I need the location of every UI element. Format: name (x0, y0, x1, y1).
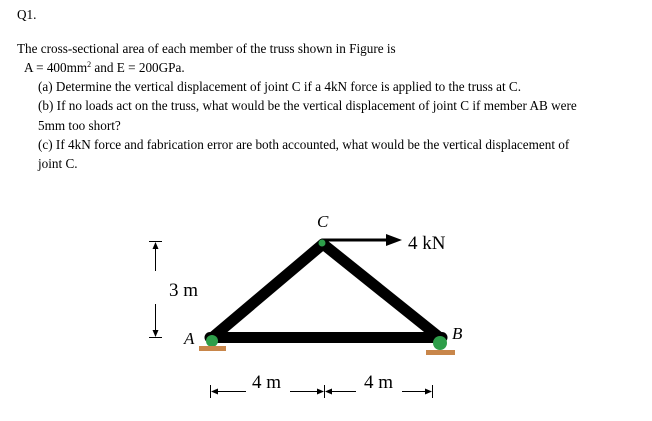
support-a-base (199, 346, 226, 351)
joint-c-label: C (317, 212, 329, 231)
load-label: 4 kN (408, 233, 446, 254)
part-c-text-line2: joint C. (38, 156, 78, 171)
joint-a-marker (206, 335, 218, 347)
span-left-label: 4 m (252, 372, 282, 393)
height-dimension (149, 242, 162, 338)
load-arrow (323, 234, 402, 246)
part-a-text: (a) Determine the vertical displacement of joint C if a 4kN force is applied to the truss at C. (38, 79, 522, 94)
modulus-value: and E = 200GPa. (91, 60, 185, 75)
question-number: Q1. (17, 7, 37, 22)
area-exponent: 2 (87, 60, 92, 69)
member-ac (213, 244, 323, 337)
part-c-text-line1: (c) If 4kN force and fabrication error are both accounted, what would be the vertical displacement of (38, 137, 570, 152)
joint-a-label: A (184, 329, 195, 348)
part-b-text-line1: (b) If no loads act on the truss, what would be the vertical displacement of joint C if member AB were (38, 98, 577, 113)
member-cb (323, 244, 439, 337)
joint-b-marker (433, 336, 447, 350)
problem-intro: The cross-sectional area of each member of the truss shown in Figure is (17, 41, 396, 56)
truss-members (210, 244, 442, 338)
support-b-base (426, 350, 455, 355)
part-b-text-line2: 5mm too short? (38, 118, 121, 133)
area-value: A = 400mm (24, 60, 88, 75)
joint-c-marker (319, 240, 326, 247)
span-right-label: 4 m (364, 372, 394, 393)
span-dimension (211, 385, 433, 398)
joint-b-label: B (452, 324, 463, 343)
height-label: 3 m (169, 280, 199, 301)
